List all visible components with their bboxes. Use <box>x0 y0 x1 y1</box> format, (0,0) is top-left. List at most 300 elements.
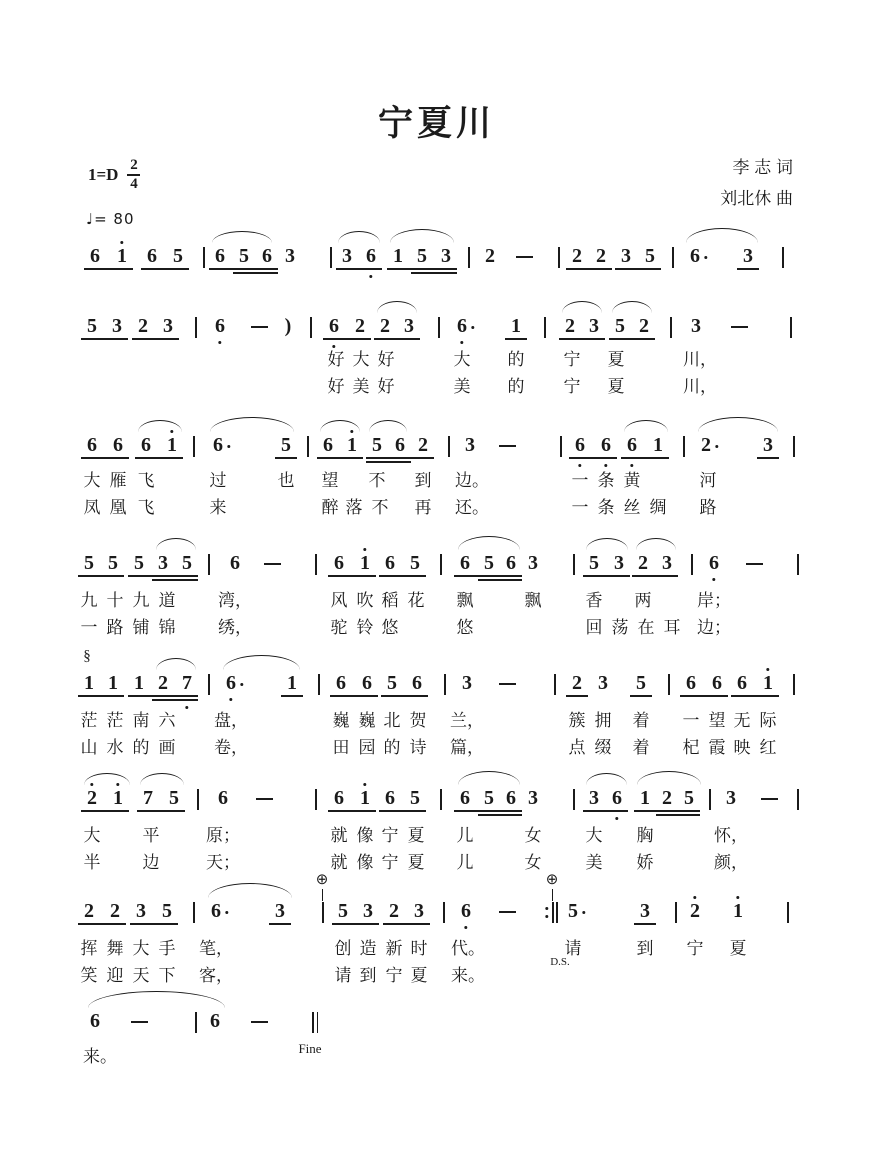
note: 2 <box>87 787 97 809</box>
duration-underline <box>387 268 457 270</box>
lyric-syllable: 女 <box>524 853 542 872</box>
duration-dash <box>256 798 273 800</box>
lyric-syllable: 造 <box>359 939 377 958</box>
note: 6 <box>215 315 225 337</box>
slur-arc <box>390 229 454 243</box>
lyric-syllable: 的 <box>507 377 525 396</box>
note: 6 <box>601 434 611 456</box>
note: 3 <box>662 552 672 574</box>
note: 5 <box>484 552 494 574</box>
lyric-syllable: 川， <box>683 350 717 369</box>
lyric-syllable: 天 <box>132 966 150 985</box>
lyric-syllable: 颜， <box>714 853 748 872</box>
duration-dash <box>251 326 268 328</box>
lyric-syllable: 飘 <box>524 591 542 610</box>
note: 3 <box>462 672 472 694</box>
lyric-syllable: 宁 <box>563 350 581 369</box>
lyric-syllable: 飞 <box>137 471 155 490</box>
lyric-syllable: 无 <box>733 711 751 730</box>
note: 3 <box>163 315 173 337</box>
slur-arc <box>138 420 182 432</box>
note: 5 <box>338 900 348 922</box>
lyric-syllable: 到 <box>636 939 654 958</box>
octave-dot-high <box>363 783 366 786</box>
music-direction-ds: D.S. <box>550 956 570 968</box>
note: 5 <box>589 552 599 574</box>
note: 1 <box>108 672 118 694</box>
duration-underline <box>132 338 179 340</box>
duration-underline <box>757 457 779 459</box>
slur-arc <box>458 771 520 785</box>
note: 3 <box>363 900 373 922</box>
lyric-syllable: 雁 <box>109 471 127 490</box>
lyric-syllable: 平 <box>142 826 160 845</box>
note: 2 <box>355 315 365 337</box>
note: 3 <box>136 900 146 922</box>
barline <box>444 674 446 695</box>
lyric-syllable: 夏 <box>407 853 425 872</box>
note: 2 <box>418 434 428 456</box>
note: 6 <box>334 552 344 574</box>
lyric-syllable: 时 <box>410 939 428 958</box>
lyric-syllable: 锦 <box>158 618 176 637</box>
note: 1 <box>360 787 370 809</box>
lyric-syllable: 到 <box>414 471 432 490</box>
note: 1 <box>287 672 297 694</box>
slur-arc <box>140 773 184 785</box>
note: 5 <box>162 900 172 922</box>
lyric-syllable: 好 <box>327 377 345 396</box>
lyric-syllable: 山 <box>80 738 98 757</box>
duration-underline <box>634 923 656 925</box>
lyric-syllable: 耳 <box>663 618 681 637</box>
slur-arc <box>458 536 520 550</box>
note: 5 <box>568 900 578 922</box>
note: 2 <box>138 315 148 337</box>
note: 5 <box>239 245 249 267</box>
lyric-syllable: 大 <box>453 350 471 369</box>
lyric-syllable: 迎 <box>106 966 124 985</box>
lyric-syllable: 还。 <box>455 498 489 517</box>
barline <box>573 554 575 575</box>
lyric-syllable: 一 <box>80 618 98 637</box>
duration-underline <box>731 695 779 697</box>
duration-underline <box>656 814 700 816</box>
lyric-syllable: 怀， <box>714 826 748 845</box>
lyric-syllable: 驼 <box>330 618 348 637</box>
note: 3 <box>589 315 599 337</box>
duration-underline <box>569 457 617 459</box>
note: 6 <box>737 672 747 694</box>
lyric-syllable: 凰 <box>109 498 127 517</box>
lyric-syllable: 美 <box>585 853 603 872</box>
note: 3 <box>404 315 414 337</box>
duration-underline <box>583 575 630 577</box>
duration-underline <box>137 810 185 812</box>
lyricist-credit: 李 志 词 <box>732 158 793 177</box>
duration-underline <box>332 923 379 925</box>
octave-dot-high <box>120 241 123 244</box>
augmentation-dot <box>227 445 230 448</box>
note: 5 <box>645 245 655 267</box>
barline <box>573 789 575 810</box>
note: 3 <box>414 900 424 922</box>
barline <box>790 317 792 338</box>
slur-arc <box>586 538 628 550</box>
lyric-syllable: 悠 <box>381 618 399 637</box>
final-barline <box>312 1012 314 1033</box>
lyric-syllable: 在 <box>637 618 655 637</box>
note: 3 <box>528 552 538 574</box>
octave-dot-low <box>460 341 463 344</box>
final-barline <box>317 1012 319 1033</box>
note: 2 <box>110 900 120 922</box>
repeat-barline <box>552 902 554 923</box>
duration-dash <box>761 798 778 800</box>
lyric-syllable: 挥 <box>80 939 98 958</box>
lyric-syllable: 着 <box>632 711 650 730</box>
slur-arc <box>88 991 225 1008</box>
lyric-syllable: 胸 <box>636 826 654 845</box>
duration-underline <box>152 579 198 581</box>
duration-underline <box>566 268 612 270</box>
lyric-syllable: 九 <box>80 591 98 610</box>
note: 5 <box>372 434 382 456</box>
octave-dot-low <box>218 341 221 344</box>
slur-arc <box>637 771 701 785</box>
lyric-syllable: 南 <box>132 711 150 730</box>
note: 6 <box>506 787 516 809</box>
duration-underline <box>281 695 303 697</box>
lyric-syllable: 边 <box>142 853 160 872</box>
lyric-syllable: 望 <box>321 471 339 490</box>
lyric-syllable: 来。 <box>451 966 485 985</box>
note: 7 <box>182 672 192 694</box>
lyric-syllable: 飘 <box>456 591 474 610</box>
lyric-syllable: 吹 <box>356 591 374 610</box>
lyric-syllable: 创 <box>334 939 352 958</box>
note: 6 <box>506 552 516 574</box>
lyric-syllable: 就 <box>330 826 348 845</box>
barline <box>208 554 210 575</box>
note: 1 <box>733 900 743 922</box>
duration-underline <box>634 810 700 812</box>
barline <box>558 247 560 268</box>
note: 2 <box>380 315 390 337</box>
repeat-barline <box>556 902 559 923</box>
duration-underline <box>330 695 378 697</box>
octave-dot-low <box>464 926 467 929</box>
lyric-syllable: 路 <box>699 498 717 517</box>
lyric-syllable: 娇 <box>636 853 654 872</box>
note: 5 <box>108 552 118 574</box>
duration-underline <box>128 695 198 697</box>
lyric-syllable: 一 <box>571 498 589 517</box>
augmentation-dot <box>471 326 474 329</box>
duration-underline <box>366 461 411 463</box>
note: 6 <box>210 1010 220 1032</box>
augmentation-dot <box>582 911 585 914</box>
note: 2 <box>84 900 94 922</box>
duration-underline <box>621 457 669 459</box>
lyric-syllable: 茫 <box>80 711 98 730</box>
tempo-value: = 80 <box>94 210 135 228</box>
lyric-syllable: 宁 <box>563 377 581 396</box>
note: 6 <box>336 672 346 694</box>
note: 6 <box>329 315 339 337</box>
note: ) <box>284 315 292 337</box>
lyric-syllable: 美 <box>352 377 370 396</box>
duration-dash <box>746 563 763 565</box>
lyric-syllable: 茫 <box>106 711 124 730</box>
duration-underline <box>609 338 655 340</box>
note: 7 <box>143 787 153 809</box>
lyric-syllable: 北 <box>383 711 401 730</box>
lyric-syllable: 落 <box>345 498 363 517</box>
lyric-syllable: 下 <box>158 966 176 985</box>
slur-arc <box>338 231 380 243</box>
lyric-syllable: 兰， <box>450 711 484 730</box>
composer-credit: 刘北休 曲 <box>720 189 793 208</box>
note: 3 <box>640 900 650 922</box>
lyric-syllable: 悠 <box>456 618 474 637</box>
lyric-syllable: 巍 <box>332 711 350 730</box>
barline <box>672 247 674 268</box>
duration-underline <box>559 338 605 340</box>
barline <box>318 674 320 695</box>
lyric-syllable: 园 <box>358 738 376 757</box>
note: 2 <box>485 245 495 267</box>
lyric-syllable: 女 <box>524 826 542 845</box>
barline <box>193 902 195 923</box>
note: 3 <box>465 434 475 456</box>
note: 6 <box>395 434 405 456</box>
duration-underline <box>81 338 128 340</box>
duration-underline <box>328 810 376 812</box>
slur-arc <box>636 538 676 550</box>
slur-arc <box>624 420 668 432</box>
repeat-dot <box>545 915 548 918</box>
lyric-syllable: 再 <box>414 498 432 517</box>
note: 3 <box>528 787 538 809</box>
note: 5 <box>410 552 420 574</box>
note: 1 <box>167 434 177 456</box>
note: 6 <box>460 787 470 809</box>
note: 3 <box>743 245 753 267</box>
lyric-syllable: 到 <box>359 966 377 985</box>
barline <box>310 317 312 338</box>
slur-arc <box>612 301 652 313</box>
note: 5 <box>182 552 192 574</box>
duration-underline <box>454 810 522 812</box>
note: 6 <box>230 552 240 574</box>
segno-icon: § <box>83 648 91 664</box>
lyric-syllable: 盘， <box>214 711 248 730</box>
note: 6 <box>366 245 376 267</box>
note: 2 <box>596 245 606 267</box>
lyric-syllable: 飞 <box>137 498 155 517</box>
coda-icon: ⊕ <box>545 872 559 888</box>
barline <box>208 674 210 695</box>
slur-arc <box>369 420 407 432</box>
lyric-syllable: 夏 <box>607 377 625 396</box>
slur-arc <box>320 420 360 432</box>
barline <box>787 902 789 923</box>
duration-underline <box>615 268 661 270</box>
octave-dot-low <box>185 706 188 709</box>
duration-dash <box>499 445 516 447</box>
note: 6 <box>147 245 157 267</box>
slur-arc <box>210 417 294 432</box>
duration-underline <box>81 810 129 812</box>
note: 6 <box>627 434 637 456</box>
slur-arc <box>223 655 300 670</box>
note: 6 <box>323 434 333 456</box>
note: 3 <box>285 245 295 267</box>
barline <box>793 436 795 457</box>
note: 3 <box>275 900 285 922</box>
lyric-syllable: 宁 <box>385 966 403 985</box>
lyric-syllable: 风 <box>330 591 348 610</box>
lyric-syllable: 诗 <box>409 738 427 757</box>
note: 6 <box>709 552 719 574</box>
lyric-syllable: 过 <box>209 471 227 490</box>
duration-dash <box>516 256 533 258</box>
lyric-syllable: 道 <box>158 591 176 610</box>
lyric-syllable: 湾， <box>218 591 252 610</box>
lyric-syllable: 手 <box>158 939 176 958</box>
note: 6 <box>712 672 722 694</box>
lyric-syllable: 十 <box>106 591 124 610</box>
duration-underline <box>366 457 434 459</box>
barline <box>197 789 199 810</box>
note: 3 <box>691 315 701 337</box>
duration-underline <box>233 272 278 274</box>
note: 2 <box>572 672 582 694</box>
note: 6 <box>334 787 344 809</box>
lyric-syllable: 两 <box>634 591 652 610</box>
slur-arc <box>562 301 602 313</box>
lyric-syllable: 回 <box>585 618 603 637</box>
duration-underline <box>130 923 178 925</box>
note: 1 <box>511 315 521 337</box>
lyric-syllable: 画 <box>158 738 176 757</box>
duration-underline <box>209 268 278 270</box>
augmentation-dot <box>715 445 718 448</box>
duration-underline <box>84 268 133 270</box>
note: 1 <box>84 672 94 694</box>
lyric-syllable: 大 <box>352 350 370 369</box>
lyric-syllable: 宁 <box>381 826 399 845</box>
lyric-syllable: 杞 <box>682 738 700 757</box>
lyric-syllable: 醉 <box>321 498 339 517</box>
duration-underline <box>81 457 129 459</box>
barline <box>315 554 317 575</box>
barline <box>797 789 799 810</box>
lyric-syllable: 的 <box>383 738 401 757</box>
barline <box>709 789 711 810</box>
lyric-syllable: 儿 <box>456 826 474 845</box>
barline <box>322 902 324 923</box>
duration-underline <box>317 457 363 459</box>
duration-underline <box>505 338 527 340</box>
slur-arc <box>156 538 196 550</box>
augmentation-dot <box>704 256 707 259</box>
lyric-syllable: 条 <box>597 498 615 517</box>
slur-arc <box>698 417 778 432</box>
duration-underline <box>566 695 588 697</box>
lyric-syllable: 大 <box>132 939 150 958</box>
lyric-syllable: 儿 <box>456 853 474 872</box>
lyric-syllable: 大 <box>83 826 101 845</box>
note: 6 <box>460 552 470 574</box>
note: 3 <box>589 787 599 809</box>
barline <box>468 247 470 268</box>
lyric-syllable: 点 <box>568 738 586 757</box>
lyric-syllable: 贺 <box>409 711 427 730</box>
duration-underline <box>128 575 198 577</box>
slur-arc <box>586 773 627 785</box>
duration-underline <box>454 575 522 577</box>
lyric-syllable: 好 <box>327 350 345 369</box>
octave-dot-high <box>693 896 696 899</box>
duration-underline <box>78 695 124 697</box>
duration-underline <box>328 575 376 577</box>
lyric-syllable: 凤 <box>83 498 101 517</box>
lyric-syllable: 不 <box>368 471 386 490</box>
lyric-syllable: 霞 <box>708 738 726 757</box>
note: 1 <box>653 434 663 456</box>
note: 6 <box>141 434 151 456</box>
lyric-syllable: 笑 <box>80 966 98 985</box>
time-signature-numerator: 2 <box>130 157 138 173</box>
note: 6 <box>461 900 471 922</box>
octave-dot-low <box>615 817 618 820</box>
note: 5 <box>684 787 694 809</box>
lyric-syllable: 绸 <box>649 498 667 517</box>
lyric-syllable: 拥 <box>594 711 612 730</box>
duration-underline <box>383 923 430 925</box>
note: 5 <box>173 245 183 267</box>
note: 2 <box>158 672 168 694</box>
lyric-syllable: 夏 <box>407 826 425 845</box>
note: 5 <box>417 245 427 267</box>
lyric-syllable: 请 <box>564 939 582 958</box>
note: 5 <box>87 315 97 337</box>
barline <box>670 317 672 338</box>
key-signature: 1=D <box>88 164 119 184</box>
note: 5 <box>84 552 94 574</box>
lyric-syllable: 川， <box>683 377 717 396</box>
repeat-dot <box>545 907 548 910</box>
lyric-syllable: 铺 <box>132 618 150 637</box>
slur-arc <box>208 883 292 898</box>
note: 2 <box>639 315 649 337</box>
lyric-syllable: 就 <box>330 853 348 872</box>
lyric-syllable: 丝 <box>623 498 641 517</box>
barline <box>683 436 685 457</box>
duration-dash <box>731 326 748 328</box>
lyric-syllable: 一 <box>571 471 589 490</box>
barline <box>315 789 317 810</box>
lyric-syllable: 半 <box>83 853 101 872</box>
lyric-syllable: 香 <box>585 591 603 610</box>
note: 2 <box>565 315 575 337</box>
lyric-syllable: 望 <box>708 711 726 730</box>
lyric-syllable: 美 <box>453 377 471 396</box>
slur-arc <box>212 231 272 243</box>
lyric-syllable: 大 <box>585 826 603 845</box>
